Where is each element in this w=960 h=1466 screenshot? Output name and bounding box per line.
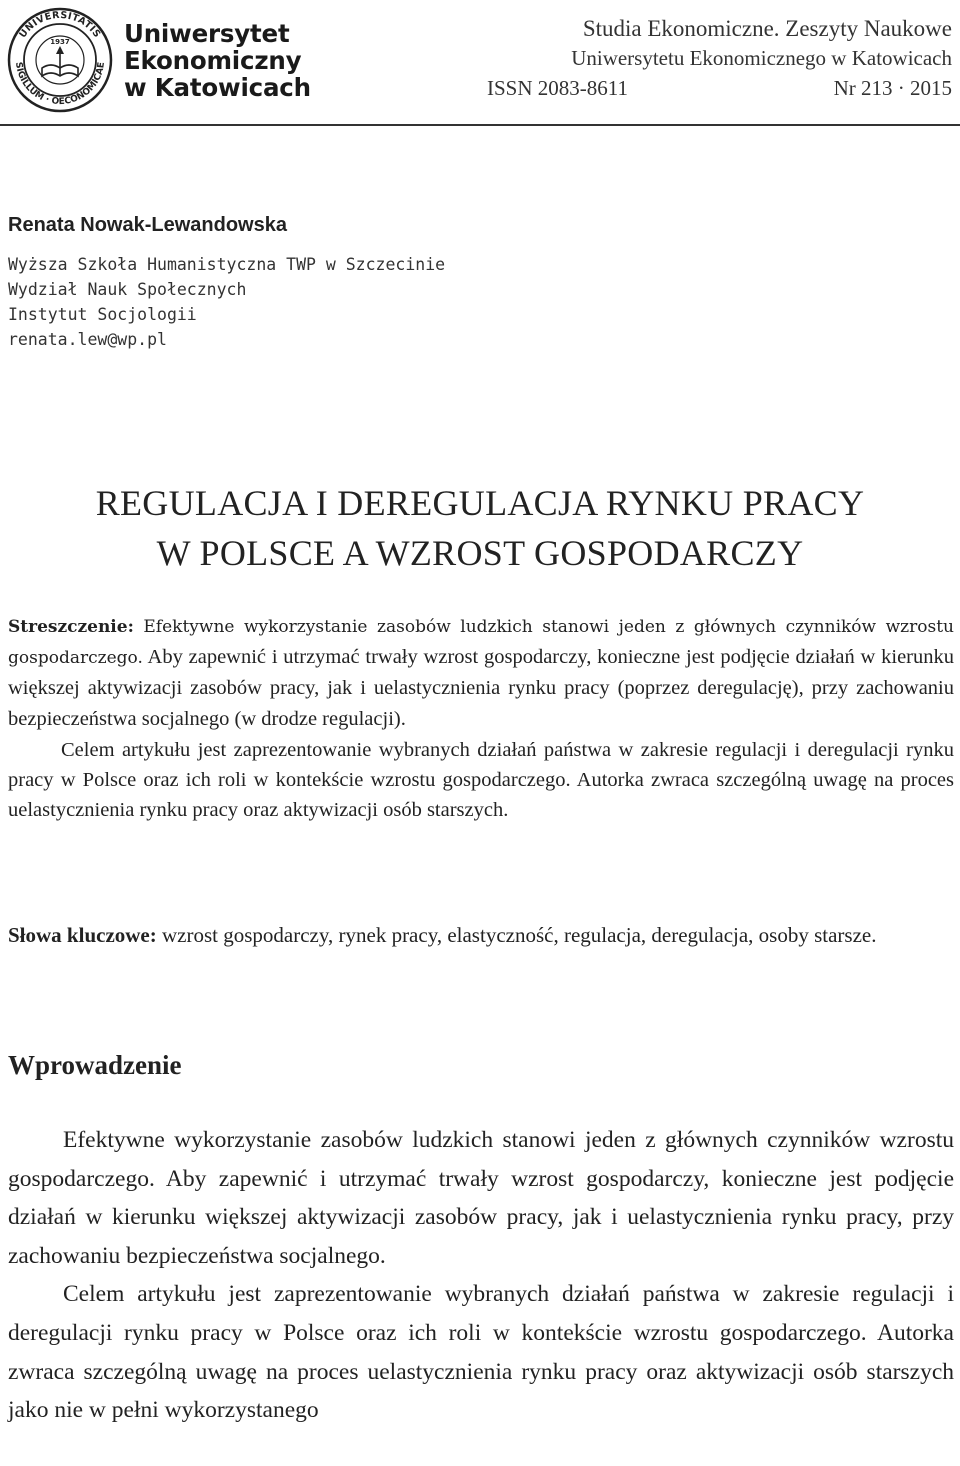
section-body <box>8 1121 954 1430</box>
abstract-text-a: Efektywne wykorzystanie zasobów ludzkich stanowi jeden z głównych czynników wzrostu gospodarczego. <box>8 617 954 668</box>
body-paragraph-1: Efektywne wykorzystanie zasobów ludzkich stanowi jeden z głównych czynników wzrostu gospodarczego. Aby zapewnić i utrzymać trwały wzrost gospodarczy, konieczne jest podjęcie działań w kierunku większej aktywizacji zasobów pracy, jak i uelastycznienia rynku pracy, przy zachowaniu bezpieczeństwa socjalnego. <box>8 1127 954 1269</box>
article-title <box>0 478 960 578</box>
abstract-text-b: Aby zapewnić i utrzymać trwały wzrost gospodarczy, konieczne jest podjęcie działań w kierunku większej aktywizacji zasobów pracy, jak i uelastycznienia rynku pracy (poprzez deregulację), przy zachowaniu bezpieczeństwa socjalnego (w drodze regulacji). <box>8 646 954 730</box>
keywords-text: wzrost gospodarczy, rynek pracy, elastyczność, regulacja, deregulacja, osoby starsze. <box>156 923 877 947</box>
keywords-label: Słowa kluczowe: <box>8 923 157 947</box>
body-paragraph-2: Celem artykułu jest zaprezentowanie wybranych działań państwa w zakresie regulacji i deregulacji rynku pracy w Polsce oraz ich roli w kontekście wzrostu gospodarczego. Autorka zwraca szczególną uwagę na proces uelastycznienia rynku pracy oraz aktywizacji osób starszych jako nie w pełni wykorzystanego <box>8 1281 954 1424</box>
university-logo-text <box>124 20 311 101</box>
author-block <box>8 212 445 352</box>
university-seal-logo <box>6 6 114 114</box>
logo-line-2: Ekonomiczny <box>124 46 302 75</box>
journal-issue: Nr 213 · 2015 <box>833 76 952 100</box>
journal-issue-line <box>487 73 952 103</box>
journal-title: Studia Ekonomiczne. Zeszyty Naukowe <box>582 16 952 41</box>
author-affiliation <box>8 252 445 352</box>
svg-text:SIGILLUM · OECONOMICAE: SIGILLUM · OECONOMICAE <box>12 61 108 108</box>
header-divider <box>0 124 960 126</box>
journal-publisher: Uniwersytetu Ekonomicznego w Katowicach <box>571 46 952 70</box>
svg-text:UNIVERSITATIS: UNIVERSITATIS <box>17 9 103 41</box>
logo-line-3: w Katowicach <box>124 73 311 102</box>
logo-line-1: Uniwersytet <box>124 19 290 48</box>
affiliation-school: Wyższa Szkoła Humanistyczna TWP w Szczecinie <box>8 255 446 274</box>
abstract <box>8 612 954 825</box>
abstract-label: Streszczenie: <box>8 617 134 637</box>
title-line-2: W POLSCE A WZROST GOSPODARCZY <box>156 533 804 573</box>
title-line-1: REGULACJA I DEREGULACJA RYNKU PRACY <box>95 483 865 523</box>
abstract-paragraph-2: Celem artykułu jest zaprezentowanie wybranych działań państwa w zakresie regulacji i deregulacji rynku pracy w Polsce oraz ich roli w kontekście wzrostu gospodarczego. Autorka zwraca szczególną uwagę na proces uelastycznienia rynku pracy oraz aktywizacji osób starszych. <box>8 739 954 821</box>
author-name: Renata Nowak-Lewandowska <box>8 214 287 236</box>
journal-issn: ISSN 2083-8611 <box>487 76 628 100</box>
page-header <box>0 0 960 124</box>
affiliation-institute: Instytut Socjologii <box>8 305 197 324</box>
abstract-paragraph-1 <box>8 612 954 735</box>
affiliation-faculty: Wydział Nauk Społecznych <box>8 280 247 299</box>
section-heading: Wprowadzenie <box>8 1050 182 1080</box>
keywords <box>8 920 954 951</box>
journal-info <box>487 14 952 103</box>
author-email: renata.lew@wp.pl <box>8 330 167 349</box>
svg-text:1937: 1937 <box>50 38 70 46</box>
